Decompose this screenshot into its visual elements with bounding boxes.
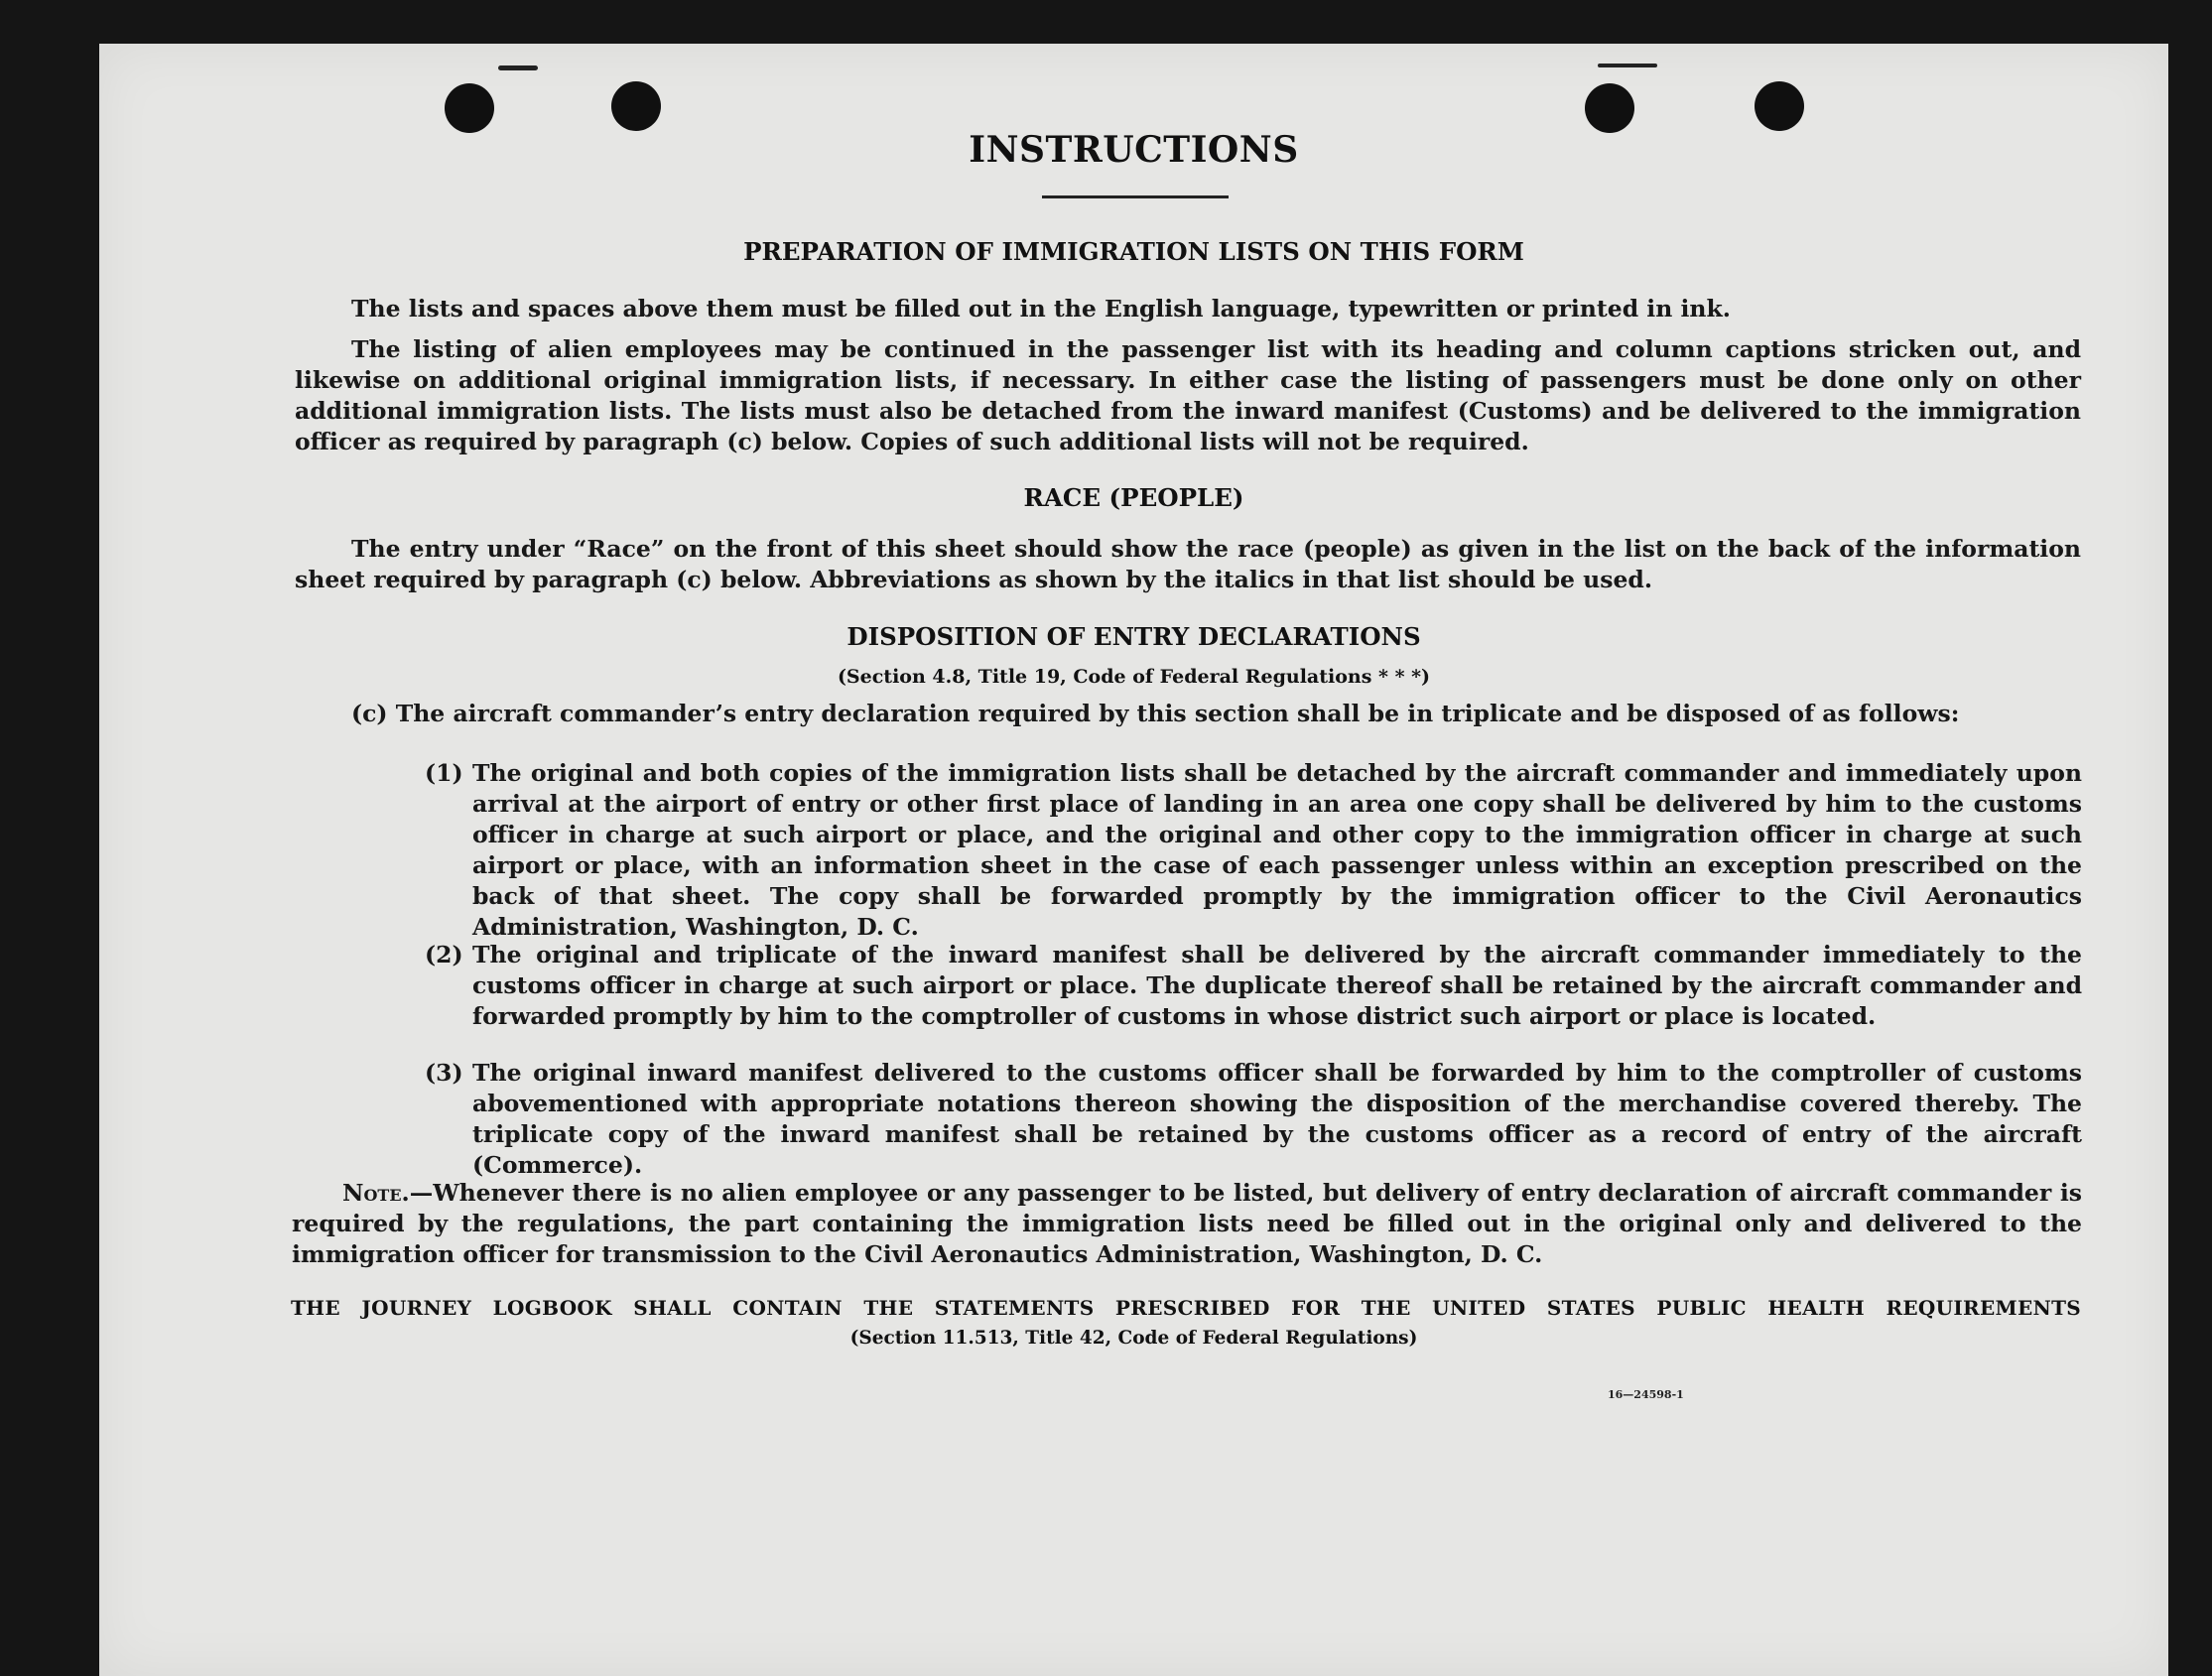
disposition-item-1 [425, 758, 2082, 943]
preparation-paragraph-2: The listing of alien employees may be continued in the passenger list with its heading and column captions stricken out, and likewise on additional original immigration lists, if necessary. In either case the listing of passengers must be done only on other additional immigration lists. The lists must also be detached from the inward manifest (Customs) and be delivered to the immigration officer as required by paragraph (c) below. Copies of such additional lists will not be required. [295, 335, 2081, 455]
bleed-through-mark [417, 173, 427, 207]
punch-hole-2 [611, 81, 661, 131]
disposition-heading: DISPOSITION OF ENTRY DECLARATIONS [846, 622, 1421, 651]
title-underline [1042, 195, 1229, 198]
intro-label: (c) [351, 700, 388, 727]
punch-hole-4 [1755, 81, 1804, 131]
punch-hole-1 [445, 83, 494, 133]
page-title: INSTRUCTIONS [969, 129, 1299, 171]
document-page [99, 44, 2168, 1676]
item-number: (1) [425, 759, 463, 787]
ink-smudge [1598, 64, 1657, 67]
disposition-intro [351, 699, 2088, 729]
health-citation: (Section 11.513, Title 42, Code of Federal Regulations) [849, 1328, 1418, 1349]
preparation-paragraph-1: The lists and spaces above them must be filled out in the English language, typewritten or printed in ink. [351, 295, 1731, 322]
disposition-item-3 [425, 1058, 2082, 1181]
item-text: The original inward manifest delivered to the customs officer shall be forwarded by him to the comptroller of customs abovementioned with appropriate notations thereon showing the disposition of the merchandise covered thereby. The triplicate copy of the inward manifest shall be retained by the customs officer as a record of entry of the aircraft (Commerce). [472, 1059, 2082, 1179]
race-heading: RACE (PEOPLE) [1023, 483, 1244, 512]
note-label: Note. [342, 1179, 410, 1207]
note-text: —Whenever there is no alien employee or any passenger to be listed, but delivery of entry declaration of aircraft commander is required by the regulations, the part containing the immigration lists need be filled out in the original only and delivered to the immigration officer for transmission to the Civil Aeronautics Administration, Washington, D. C. [292, 1179, 2082, 1268]
note-paragraph [292, 1178, 2082, 1270]
item-text: The original and both copies of the immigration lists shall be detached by the aircraft commander and immediately upon arrival at the airport of entry or other first place of landing in an area one copy shall be delivered by him to the customs officer in charge at such airport or place, and the original and other copy to the immigration officer in charge at such airport or place, with an information sheet in the case of each passenger unless within an exception prescribed on the back of that sheet. The copy shall be forwarded promptly by the immigration officer to the Civil Aeronautics Administration, Washington, D. C. [472, 759, 2082, 941]
intro-text: The aircraft commander’s entry declaration required by this section shall be in triplicate and be disposed of as follows: [395, 700, 1960, 727]
item-number: (2) [425, 941, 463, 968]
disposition-citation: (Section 4.8, Title 19, Code of Federal Regulations * * *) [837, 666, 1431, 688]
form-number: 16—24598-1 [1608, 1388, 1684, 1401]
ink-smudge [498, 65, 538, 70]
race-paragraph: The entry under “Race” on the front of this sheet should show the race (people) as given in the list on the back of the information sheet required by paragraph (c) below. Abbreviations as shown by the italics in that list should be used. [295, 535, 2081, 593]
punch-hole-3 [1585, 83, 1634, 133]
item-text: The original and triplicate of the inward manifest shall be delivered by the aircraft commander immediately to the customs officer in charge at such airport or place. The duplicate thereof shall be retained by the aircraft commander and forwarded promptly by him to the comptroller of customs in whose district such airport or place is located. [472, 941, 2082, 1030]
preparation-heading: PREPARATION OF IMMIGRATION LISTS ON THIS FORM [743, 237, 1524, 266]
health-requirements-line: THE JOURNEY LOGBOOK SHALL CONTAIN THE STATEMENTS PRESCRIBED FOR THE UNITED STATES PUBLIC HEALTH REQUIREMENTS [291, 1296, 2081, 1320]
item-number: (3) [425, 1059, 463, 1087]
disposition-item-2 [425, 940, 2082, 1032]
